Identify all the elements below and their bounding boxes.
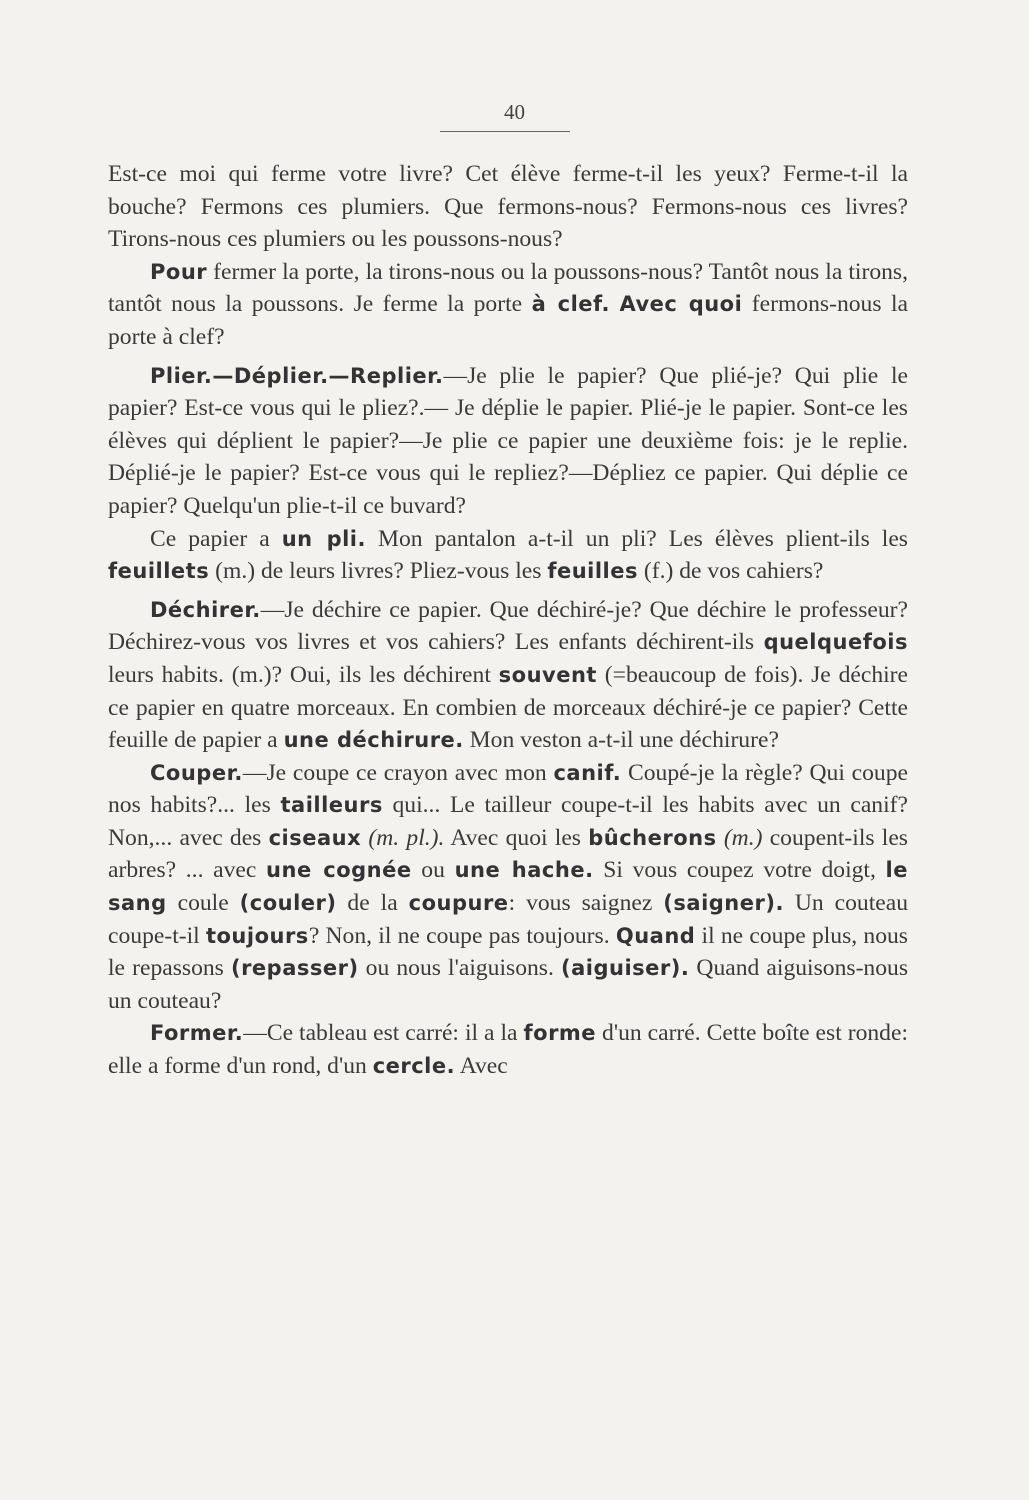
text-run: —Je plie le papier? Que plié-je? Qui plie le papier? Est-ce vous qui le pliez?.— Je déplie le papier. Plié-je le papier. Sont-ce les élèves qui déplient le papier?—Je plie ce papier une deuxième fois: je le replie. Déplié-je le papier? Est-ce vous qui le repliez?—Dépliez ce papier. Qui déplie ce papier? Quelqu'un plie-t-il ce buvard? [108,362,908,519]
bold-term: Avec quoi [619,292,743,317]
page-number-rule [440,131,570,132]
text-run: fermons-nous la porte à clef? [108,291,908,350]
bold-term: toujours [205,923,309,948]
text-run: leurs habits. (m.)? Oui, ils les déchirent [108,661,499,688]
bold-term: à clef. [531,292,610,317]
bold-term: feuilles [547,559,638,584]
bold-term: bûcherons [588,825,717,850]
bold-term: (repasser) [230,956,359,981]
bold-term: Plier.—Déplier.—Replier. [150,363,444,388]
bold-term: coupure [408,891,509,916]
text-run: : vous saignez [508,890,664,917]
text-run: il ne coupe plus, nous le repassons [108,922,908,982]
text-run: d'un carré. Cette boîte est ronde: elle a forme d'un rond, d'un [108,1020,909,1080]
bold-term: ciseaux [268,825,362,850]
text-run: Est-ce moi qui ferme votre livre? Cet élève ferme-t-il les yeux? Ferme-t-il la bouche? Fermons ces plumiers. Que fermons-nous? Fermons-nous ces livres? Tirons-nous ces plumiers ou les poussons-nous? [108,161,908,253]
paragraph-couper [108,757,908,1018]
bold-term: Pour [150,259,208,284]
bold-term: un pli. [281,526,366,551]
text-run: Un couteau coupe-t-il [108,890,909,949]
text-run: Quand aiguisons-nous un couteau? [108,955,908,1014]
bold-term: une déchirure. [283,728,464,753]
text-run: de la [336,890,409,917]
text-run: —Ce tableau est carré: il a la [243,1020,524,1047]
bold-term: quelquefois [763,630,908,655]
text-run: Mon pantalon a-t-il un pli? Les élèves plient-ils les [365,525,908,552]
text-run: Avec quoi les [444,824,589,851]
text-run: ou nous l'aiguisons. [358,955,561,982]
bold-term: forme [523,1021,597,1046]
paragraph-plier [108,360,908,523]
text-run: —Je coupe ce crayon avec mon [242,759,554,786]
text-run: coule [166,890,240,917]
paragraph-dechirer [108,594,908,757]
bold-term: souvent [498,662,597,687]
text-run: coupent-ils les arbres? ... avec [108,824,908,884]
bold-term: une cognée [266,858,412,883]
text-run: Mon veston a-t-il une déchirure? [463,727,779,754]
paragraph-pour-fermer [108,256,908,354]
text-run: fermer la porte, la tirons-nous ou la poussons-nous? Tantôt nous la tirons, tantôt nous la poussons. Je ferme la porte [108,258,908,318]
bold-term: Former. [150,1021,244,1046]
text-run: (=beaucoup de fois). Je déchire ce papier en quatre morceaux. En combien de morceaux déchiré-je ce papier? Cette feuille de papier a [108,661,908,754]
text-run: Avec [455,1053,508,1080]
text-run: ? Non, il ne coupe pas toujours. [308,922,616,949]
bold-term: (couler) [239,891,337,916]
bold-term: (aiguiser). [561,956,690,981]
text-run: (m.) de leurs livres? Pliez-vous les [209,558,548,585]
italic-note: (m. pl.). [368,824,445,851]
paragraph-un-pli [108,523,908,588]
text-run: (f.) de vos cahiers? [637,558,824,585]
bold-term: cercle. [372,1054,456,1079]
bold-term: tailleurs [280,793,383,818]
bold-term: feuillets [108,559,210,584]
bold-term: (saigner). [663,891,784,916]
text-run: —Je déchire ce papier. Que déchiré-je? Que déchire le professeur? Déchirez-vous vos livres et vos cahiers? Les enfants déchirent-ils [108,596,908,656]
bold-term: une hache. [454,858,594,883]
page-number: 40 [504,100,525,124]
bold-term: Déchirer. [150,597,261,622]
body-text [108,158,908,1083]
italic-note: (m.) [723,824,763,851]
text-run: qui... Le tailleur coupe-t-il les habits avec un canif? Non,... avec des [108,792,908,851]
bold-term: Quand [615,923,696,948]
paragraph-former [108,1017,908,1082]
text-run: Coupé-je la règle? Qui coupe nos habits?... les [108,759,908,819]
bold-term: le sang [108,858,908,916]
bold-term: Couper. [150,760,243,785]
text-run [717,825,724,851]
paragraph-intro-questions [108,158,908,256]
text-run: Ce papier a [150,525,282,552]
bold-term: canif. [553,760,622,785]
text-run: ou [411,857,455,884]
text-run: Si vous coupez votre doigt, [593,857,886,884]
